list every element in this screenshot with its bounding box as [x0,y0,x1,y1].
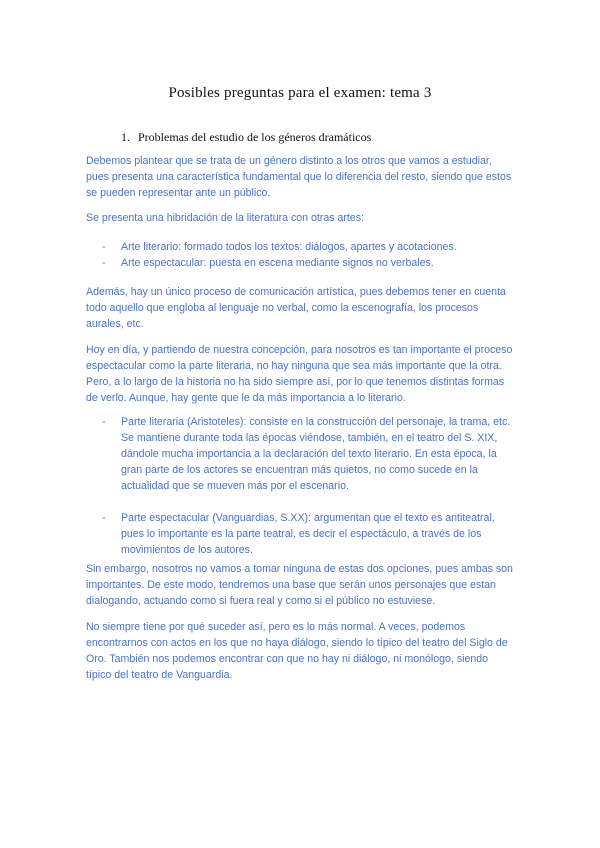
list-item-text: Parte espectacular (Vanguardias, S.XX): argumentan que el texto es antiteatral, pues lo importante es la parte teatral, es decir el espectáculo, a través de los movimientos de los autores. [121,512,495,556]
arts-list [86,239,516,271]
list-item [86,239,516,255]
paragraph-today: Hoy en día, y partiendo de nuestra concepción, para nosotros es tan importante el proceso espectacular como la parte literaria, no hay ninguna que sea más importante que la otra. Pero, a lo largo de la historia no ha sido siempre así, por lo que tenemos distintas formas de verlo. Aunque, hay gente que le da más importancia a lo literario. [86,344,513,404]
paragraph-however: Sin embargo, nosotros no vamos a tomar ninguna de estas dos opciones, pues ambas son importantes. De este modo, tendremos una base que serán unos personajes que estan dialogando, actuando como si fuera real y como si el público no estuviese. [86,563,513,607]
bullet-dash: - [102,257,106,269]
parts-list [86,414,516,558]
list-item [86,414,516,494]
list-item-text: Arte espectacular: puesta en escena mediante signos no verbales. [121,257,434,269]
paragraph-communication: Además, hay un único proceso de comunicación artística, pues debemos tener en cuenta todo aquello que engloba al lenguaje no verbal, como la escenografía, los procesos aurales, etc. [86,286,506,330]
paragraph-not-always: No siempre tiene por qué suceder así, pero es lo más normal. A veces, podemos encontrarnos con actos en los que no haya diálogo, siendo lo típico del teatro del Siglo de Oro. También nos podemos encontrar con que no hay ni diálogo, ni monólogo, siendo típico del teatro de Vanguardia. [86,621,508,681]
paragraph-intro: Debemos plantear que se trata de un género distinto a los otros que vamos a estudiar, pues presenta una característica fundamental que lo diferencia del resto, siendo que estos se pueden representar ante un público. [86,155,512,199]
document-title: Posibles preguntas para el examen: tema 3 [168,85,432,101]
section-heading-text: Problemas del estudio de los géneros dramáticos [138,130,372,144]
paragraph-hybridization: Se presenta una hibridación de la literatura con otras artes: [86,212,364,224]
bullet-dash: - [102,416,106,428]
list-item-text: Arte literario: formado todos los textos: diálogos, apartes y acotaciones. [121,241,457,253]
list-item [86,510,516,558]
bullet-dash: - [102,512,106,524]
list-item-text: Parte literaria (Aristoteles): consiste en la construcción del personaje, la trama, etc. Se mantiene durante toda las épocas viéndose, también, en el teatro del S. XIX, dándole mucha importancia a la declaración del texto literario. En esta época, la gran parte de los actores se encuentran más quietos, no como sucede en la actualidad que se mueven más por el escenario. [121,416,511,492]
bullet-dash: - [102,241,106,253]
section-heading [121,130,371,145]
section-number: 1. [121,130,130,144]
list-item [86,255,516,271]
